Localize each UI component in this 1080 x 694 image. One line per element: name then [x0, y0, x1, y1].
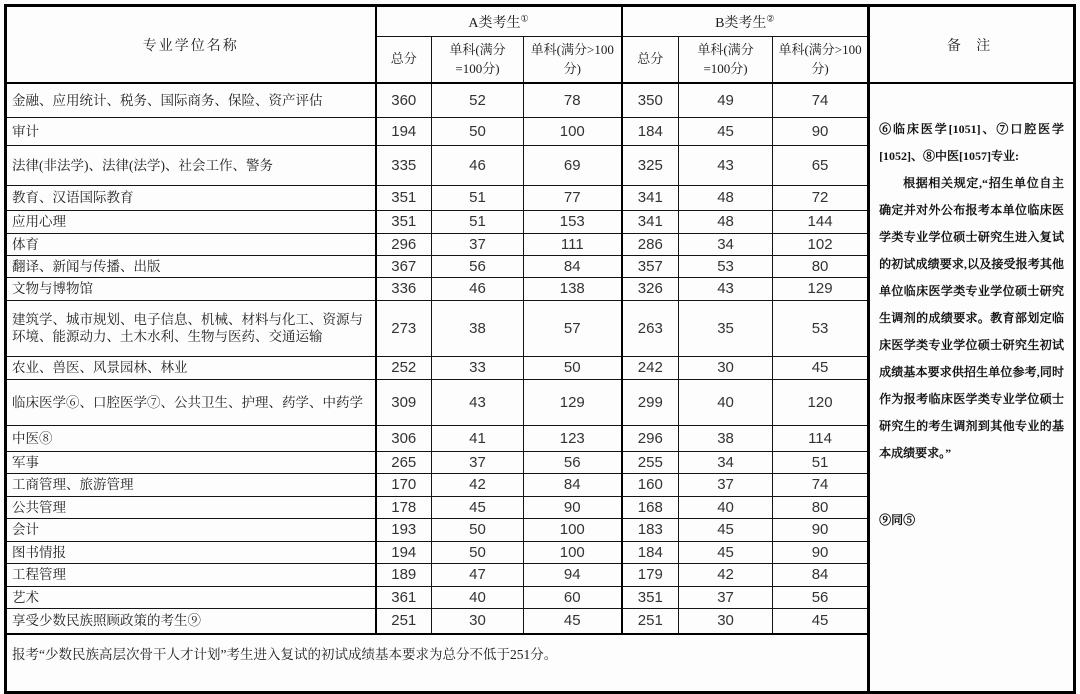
score-cell: 189 [376, 563, 432, 586]
score-cell: 35 [679, 300, 773, 356]
score-cell: 74 [773, 473, 869, 496]
score-cell: 341 [622, 210, 679, 233]
score-cell: 153 [524, 210, 622, 233]
remark-cell [869, 83, 1075, 693]
remark-note-body: 根据相关规定,“招生单位自主确定并对外公布报考本单位临床医学类专业学位硕士研究生进入复试的初试成绩要求,以及接受报考其他单位临床医学类专业学位硕士研究生调剂的成绩要求。教育部划定临床医学类专业学位硕士研究生初试成绩基本要求供招生单位参考,同时作为报考临床医学类专业学位硕士研究生的考生调剂到其他专业的基本成绩要求。” [879, 176, 1065, 460]
score-cell: 46 [432, 145, 524, 185]
score-cell: 38 [679, 425, 773, 451]
score-cell: 69 [524, 145, 622, 185]
score-cell: 178 [376, 496, 432, 518]
score-cell: 51 [432, 185, 524, 210]
group-b-label: B类考生 [715, 15, 767, 31]
score-cell: 72 [773, 185, 869, 210]
score-cell: 78 [524, 83, 622, 117]
score-cell: 49 [679, 83, 773, 117]
score-cell: 33 [432, 356, 524, 379]
score-cell: 306 [376, 425, 432, 451]
degree-name: 教育、汉语国际教育 [6, 185, 376, 210]
score-cell: 45 [432, 496, 524, 518]
score-cell: 77 [524, 185, 622, 210]
score-cell: 37 [679, 473, 773, 496]
degree-name: 工程管理 [6, 563, 376, 586]
score-cell: 80 [773, 496, 869, 518]
score-table [4, 4, 1076, 694]
score-cell: 84 [524, 473, 622, 496]
score-cell: 129 [773, 277, 869, 300]
score-cell: 37 [432, 451, 524, 473]
degree-name: 军事 [6, 451, 376, 473]
score-cell: 51 [773, 451, 869, 473]
score-cell: 94 [524, 563, 622, 586]
score-cell: 251 [622, 608, 679, 634]
score-cell: 50 [524, 356, 622, 379]
column-group-a-candidates [376, 6, 622, 37]
column-header-a-total: 总分 [376, 37, 432, 84]
score-cell: 326 [622, 277, 679, 300]
score-cell: 74 [773, 83, 869, 117]
score-cell: 52 [432, 83, 524, 117]
table-header [6, 6, 1075, 84]
column-header-b-single-100: 单科(满分=100分) [679, 37, 773, 84]
score-cell: 361 [376, 586, 432, 608]
score-cell: 50 [432, 117, 524, 145]
score-cell: 56 [432, 255, 524, 277]
score-cell: 43 [679, 145, 773, 185]
score-cell: 43 [679, 277, 773, 300]
score-cell: 53 [679, 255, 773, 277]
score-cell: 251 [376, 608, 432, 634]
degree-name: 建筑学、城市规划、电子信息、机械、材料与化工、资源与环境、能源动力、土木水利、生物与医药、交通运输 [6, 300, 376, 356]
score-cell: 255 [622, 451, 679, 473]
score-cell: 265 [376, 451, 432, 473]
score-cell: 47 [432, 563, 524, 586]
score-cell: 367 [376, 255, 432, 277]
score-cell: 40 [432, 586, 524, 608]
score-cell: 30 [679, 608, 773, 634]
score-cell: 309 [376, 379, 432, 425]
score-cell: 193 [376, 518, 432, 541]
score-cell: 138 [524, 277, 622, 300]
score-cell: 90 [773, 541, 869, 563]
score-cell: 100 [524, 541, 622, 563]
score-cell: 170 [376, 473, 432, 496]
score-cell: 296 [376, 233, 432, 255]
score-cell: 100 [524, 117, 622, 145]
score-cell: 45 [524, 608, 622, 634]
score-cell: 350 [622, 83, 679, 117]
degree-name: 文物与博物馆 [6, 277, 376, 300]
score-cell: 183 [622, 518, 679, 541]
degree-name: 法律(非法学)、法律(法学)、社会工作、警务 [6, 145, 376, 185]
score-cell: 273 [376, 300, 432, 356]
score-cell: 336 [376, 277, 432, 300]
score-cell: 120 [773, 379, 869, 425]
score-cell: 242 [622, 356, 679, 379]
degree-name: 中医⑧ [6, 425, 376, 451]
score-cell: 296 [622, 425, 679, 451]
header-row-groups [6, 6, 1075, 37]
score-cell: 40 [679, 379, 773, 425]
table-row [6, 83, 1075, 117]
score-cell: 129 [524, 379, 622, 425]
score-cell: 34 [679, 233, 773, 255]
score-cell: 57 [524, 300, 622, 356]
score-cell: 184 [622, 117, 679, 145]
score-cell: 160 [622, 473, 679, 496]
score-cell: 41 [432, 425, 524, 451]
score-cell: 50 [432, 518, 524, 541]
score-cell: 194 [376, 117, 432, 145]
score-cell: 90 [524, 496, 622, 518]
score-cell: 168 [622, 496, 679, 518]
score-cell: 37 [679, 586, 773, 608]
column-header-a-single-100: 单科(满分=100分) [432, 37, 524, 84]
score-cell: 80 [773, 255, 869, 277]
degree-name: 享受少数民族照顾政策的考生⑨ [6, 608, 376, 634]
degree-name: 翻译、新闻与传播、出版 [6, 255, 376, 277]
score-cell: 102 [773, 233, 869, 255]
degree-name: 体育 [6, 233, 376, 255]
column-header-degree-name: 专业学位名称 [6, 6, 376, 84]
degree-name: 农业、兽医、风景园林、林业 [6, 356, 376, 379]
score-cell: 30 [432, 608, 524, 634]
group-a-footnote-mark: ① [520, 12, 529, 23]
score-cell: 45 [679, 541, 773, 563]
score-cell: 100 [524, 518, 622, 541]
degree-name: 审计 [6, 117, 376, 145]
group-b-footnote-mark: ② [766, 12, 775, 23]
score-cell: 48 [679, 185, 773, 210]
score-cell: 194 [376, 541, 432, 563]
degree-name: 应用心理 [6, 210, 376, 233]
degree-name: 金融、应用统计、税务、国际商务、保险、资产评估 [6, 83, 376, 117]
score-cell: 184 [622, 541, 679, 563]
score-cell: 42 [432, 473, 524, 496]
score-cell: 38 [432, 300, 524, 356]
score-cell: 37 [432, 233, 524, 255]
score-cell: 40 [679, 496, 773, 518]
score-cell: 252 [376, 356, 432, 379]
score-cell: 56 [524, 451, 622, 473]
score-cell: 360 [376, 83, 432, 117]
score-cell: 357 [622, 255, 679, 277]
score-cell: 84 [773, 563, 869, 586]
score-cell: 42 [679, 563, 773, 586]
score-cell: 34 [679, 451, 773, 473]
score-cell: 48 [679, 210, 773, 233]
remark-note-same-as: ⑨同⑤ [879, 513, 916, 527]
column-header-remark: 备 注 [869, 6, 1075, 84]
score-cell: 286 [622, 233, 679, 255]
score-cell: 325 [622, 145, 679, 185]
score-cell: 56 [773, 586, 869, 608]
table-body [6, 83, 1075, 693]
score-cell: 45 [679, 117, 773, 145]
score-cell: 90 [773, 518, 869, 541]
score-cell: 50 [432, 541, 524, 563]
score-cell: 179 [622, 563, 679, 586]
score-cell: 45 [679, 518, 773, 541]
score-cell: 65 [773, 145, 869, 185]
score-cell: 51 [432, 210, 524, 233]
score-cell: 114 [773, 425, 869, 451]
score-cell: 263 [622, 300, 679, 356]
score-cell: 341 [622, 185, 679, 210]
score-cell: 144 [773, 210, 869, 233]
score-cell: 43 [432, 379, 524, 425]
column-header-b-total: 总分 [622, 37, 679, 84]
score-cell: 111 [524, 233, 622, 255]
score-cell: 351 [376, 210, 432, 233]
score-cell: 123 [524, 425, 622, 451]
column-header-a-single-over100: 单科(满分>100分) [524, 37, 622, 84]
column-group-b-candidates [622, 6, 869, 37]
degree-name: 会计 [6, 518, 376, 541]
score-cell: 351 [622, 586, 679, 608]
score-cell: 53 [773, 300, 869, 356]
score-cell: 335 [376, 145, 432, 185]
score-cell: 90 [773, 117, 869, 145]
degree-name: 工商管理、旅游管理 [6, 473, 376, 496]
score-cell: 30 [679, 356, 773, 379]
degree-name: 临床医学⑥、口腔医学⑦、公共卫生、护理、药学、中药学 [6, 379, 376, 425]
footer-note: 报考“少数民族高层次骨干人才计划”考生进入复试的初试成绩基本要求为总分不低于251分。 [6, 634, 869, 693]
score-cell: 45 [773, 608, 869, 634]
score-cell: 299 [622, 379, 679, 425]
column-header-b-single-over100: 单科(满分>100分) [773, 37, 869, 84]
score-cell: 351 [376, 185, 432, 210]
degree-name: 艺术 [6, 586, 376, 608]
score-cell: 60 [524, 586, 622, 608]
degree-name: 图书情报 [6, 541, 376, 563]
degree-name: 公共管理 [6, 496, 376, 518]
score-cell: 84 [524, 255, 622, 277]
score-cell: 45 [773, 356, 869, 379]
group-a-label: A类考生 [468, 15, 521, 31]
score-cell: 46 [432, 277, 524, 300]
remark-note-heading: ⑥临床医学[1051]、⑦口腔医学[1052]、⑧中医[1057]专业: [879, 122, 1065, 163]
